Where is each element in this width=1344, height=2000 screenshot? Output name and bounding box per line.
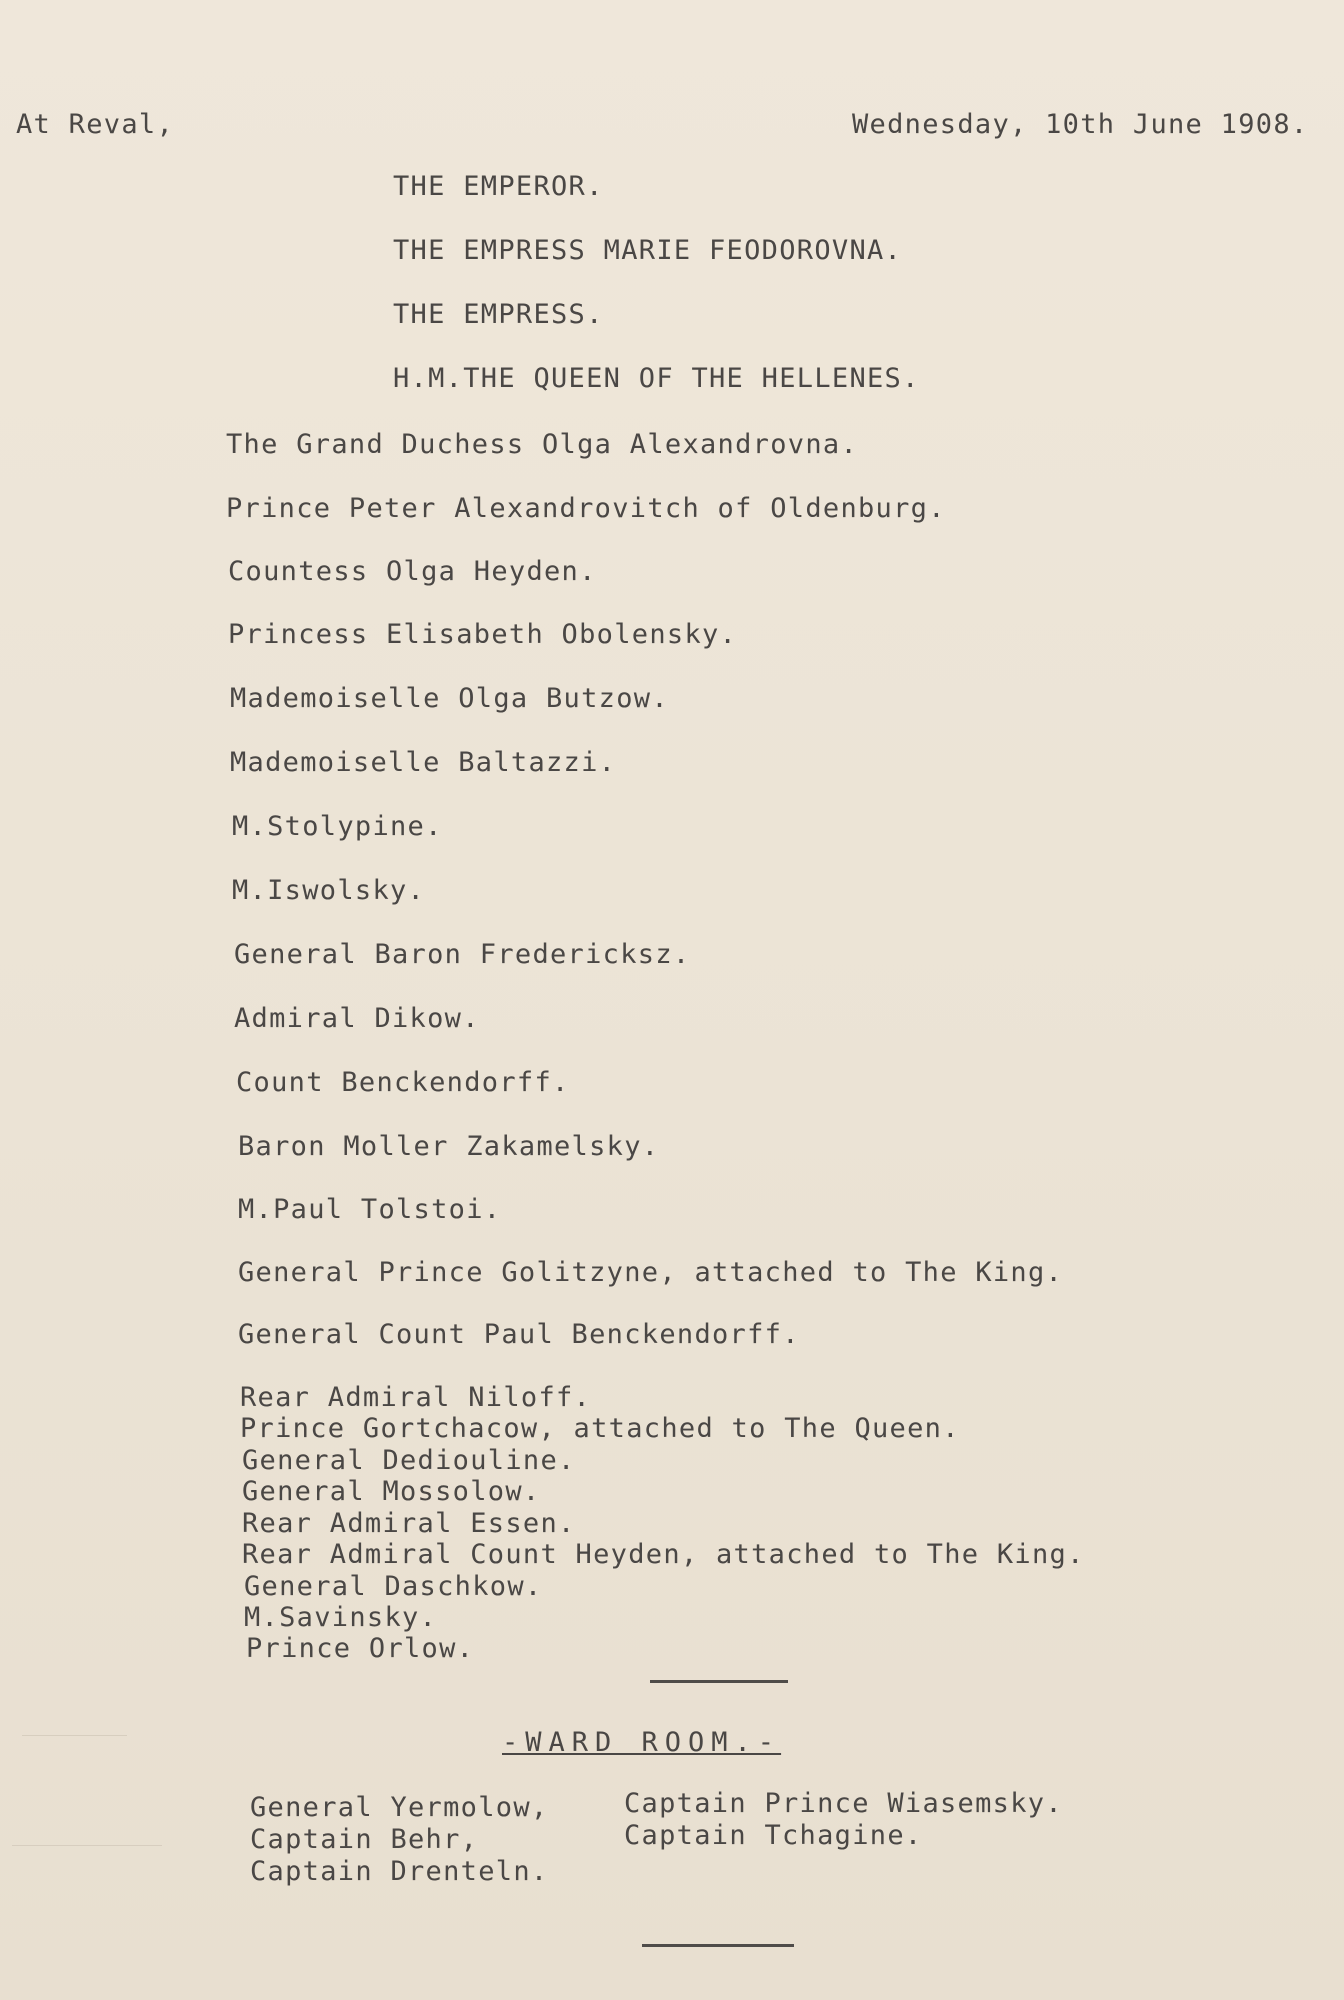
guest-line: Rear Admiral Count Heyden, attached to The King. [242,1539,1085,1570]
guest-line: Admiral Dikow. [234,1003,480,1034]
ward-room-right: Captain Tchagine. [624,1820,923,1851]
ward-room-left: Captain Drenteln. [250,1856,549,1887]
royal-line: THE EMPRESS MARIE FEODOROVNA. [393,235,903,266]
guest-line: The Grand Duchess Olga Alexandrovna. [226,429,858,460]
guest-line: General Baron Fredericksz. [234,939,691,970]
bleed-rule [12,1845,162,1846]
ward-room-left: General Yermolow, [250,1792,549,1823]
guest-line: General Dediouline. [242,1445,576,1476]
guest-line: M.Stolypine. [232,811,443,842]
guest-line: Mademoiselle Baltazzi. [230,747,617,778]
closing-rule [642,1944,794,1947]
guest-line: Princess Elisabeth Obolensky. [228,619,738,650]
ward-room-left: Captain Behr, [250,1824,479,1855]
guest-line: General Daschkow. [244,1571,543,1602]
guest-line: Count Benckendorff. [236,1067,570,1098]
guest-line: M.Iswolsky. [232,875,426,906]
guest-line: Rear Admiral Essen. [242,1508,576,1539]
guest-line: General Mossolow. [242,1476,541,1507]
divider-rule [650,1680,788,1683]
guest-line: Prince Orlow. [246,1633,475,1664]
guest-line: General Prince Golitzyne, attached to The King. [238,1257,1064,1288]
place-label: At Reval, [16,109,174,140]
guest-line: M.Savinsky. [244,1602,438,1633]
ward-room-right: Captain Prince Wiasemsky. [624,1788,1063,1819]
date-label: Wednesday, 10th June 1908. [852,109,1309,140]
royal-line: THE EMPRESS. [393,299,604,330]
ward-room-heading: -WARD ROOM.- [502,1727,782,1758]
bleed-rule [22,1735,127,1736]
guest-line: Prince Gortchacow, attached to The Queen. [240,1413,960,1444]
guest-line: Rear Admiral Niloff. [240,1382,592,1413]
guest-line: Mademoiselle Olga Butzow. [230,683,669,714]
guest-line: M.Paul Tolstoi. [238,1194,502,1225]
guest-line: Countess Olga Heyden. [228,556,597,587]
guest-line: Prince Peter Alexandrovitch of Oldenburg. [226,493,946,524]
royal-line: H.M.THE QUEEN OF THE HELLENES. [393,363,920,394]
guest-line: Baron Moller Zakamelsky. [238,1131,660,1162]
guest-line: General Count Paul Benckendorff. [238,1319,800,1350]
royal-line: THE EMPEROR. [393,171,604,202]
